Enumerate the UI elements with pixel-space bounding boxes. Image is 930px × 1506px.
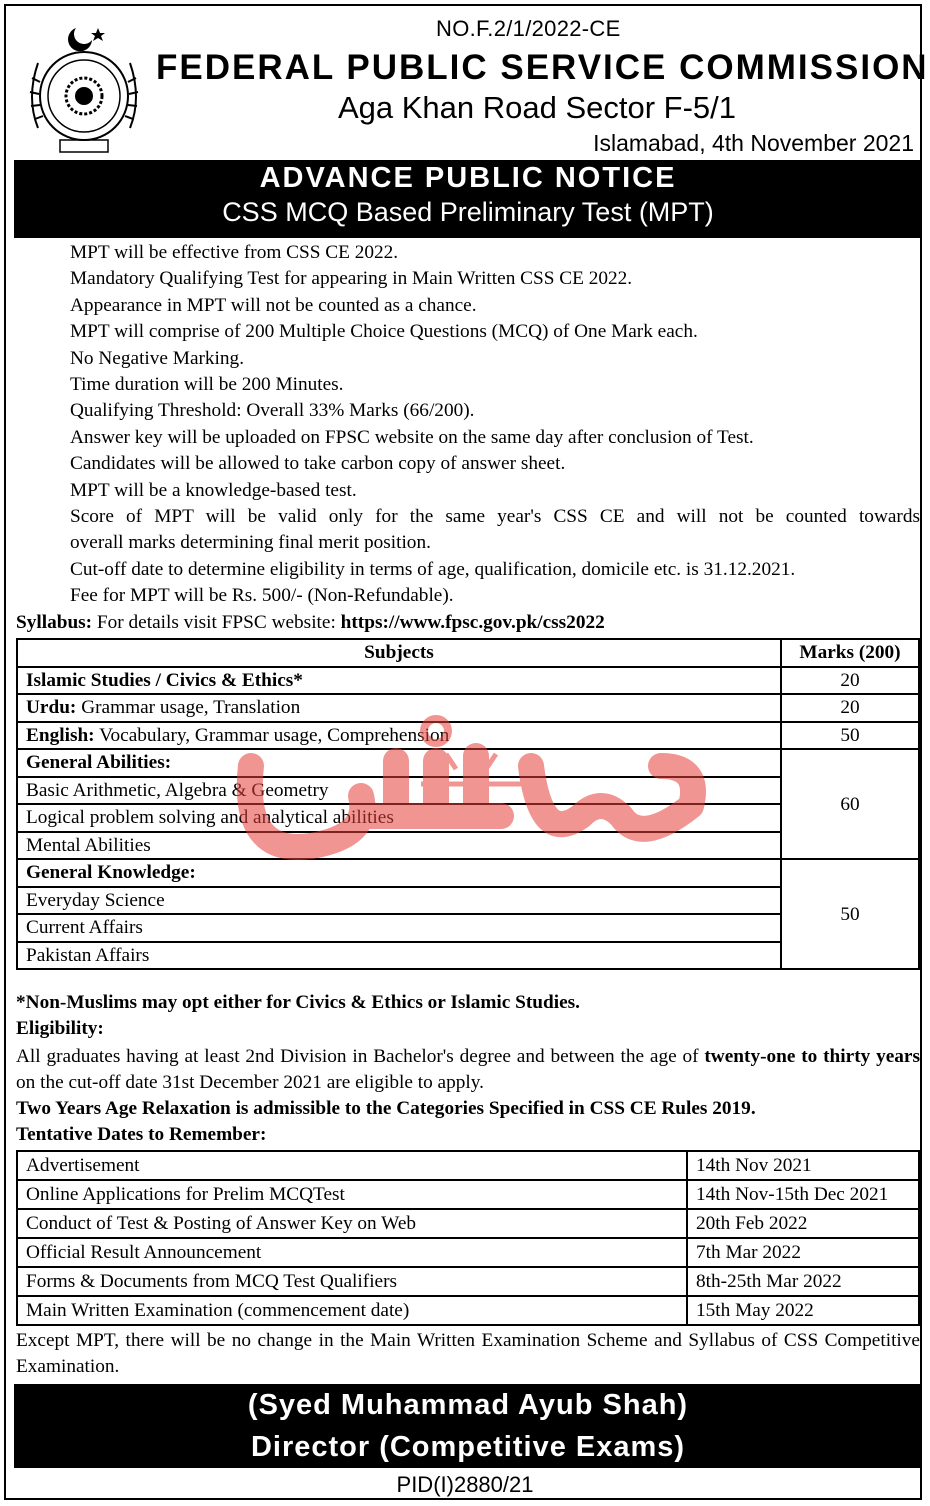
- subjects-table: [16, 638, 920, 970]
- column-header-subjects: Subjects: [17, 639, 781, 667]
- notice-subtitle: CSS MCQ Based Preliminary Test (MPT): [222, 197, 714, 227]
- subject-item: Pakistan Affairs: [17, 942, 781, 970]
- event-cell: Advertisement: [17, 1151, 687, 1180]
- event-cell: Main Written Examination (commencement date): [17, 1296, 687, 1325]
- syllabus-link[interactable]: https://www.fpsc.gov.pk/css2022: [340, 612, 605, 633]
- point: Mandatory Qualifying Test for appearing in Main Written CSS CE 2022.: [70, 268, 633, 290]
- column-header-marks: Marks (200): [781, 639, 919, 667]
- signature-block: [14, 1384, 922, 1468]
- point: MPT will be effective from CSS CE 2022.: [70, 242, 399, 263]
- point: Time duration will be 200 Minutes.: [70, 374, 344, 396]
- syllabus-text: For details visit FPSC website:: [96, 612, 336, 633]
- place-date: Islamabad, 4th November 2021: [593, 130, 914, 156]
- table-row: [17, 1180, 919, 1209]
- event-cell: Official Result Announcement: [17, 1238, 687, 1267]
- syllabus-line: [16, 612, 605, 634]
- event-cell: Conduct of Test & Posting of Answer Key on Web: [17, 1209, 687, 1238]
- point: Appearance in MPT will not be counted as a chance.: [70, 294, 477, 316]
- notice-page: [4, 4, 929, 1500]
- date-cell: 20th Feb 2022: [687, 1209, 919, 1238]
- table-row: [17, 1209, 919, 1238]
- subject-general-abilities: General Abilities:: [17, 749, 781, 777]
- syllabus-label: Syllabus:: [16, 612, 93, 633]
- event-cell: Forms & Documents from MCQ Test Qualifiers: [17, 1267, 687, 1296]
- subject-item: Everyday Science: [17, 887, 781, 915]
- point: Score of MPT will be valid only for the same year's CSS CE and will not be counted towards: [70, 506, 920, 528]
- marks-islamic: 20: [781, 667, 919, 695]
- eligibility-heading: Eligibility:: [16, 1018, 104, 1039]
- table-row: [17, 1151, 919, 1180]
- table-row: [17, 859, 919, 887]
- subject-item: Current Affairs: [17, 914, 781, 942]
- date-cell: 7th Mar 2022: [687, 1238, 919, 1267]
- signatory-name: (Syed Muhammad Ayub Shah): [247, 1389, 689, 1421]
- point: Candidates will be allowed to take carbon copy of answer sheet.: [70, 453, 566, 475]
- pid-number: PID(I)2880/21: [396, 1472, 534, 1497]
- dates-heading: Tentative Dates to Remember:: [16, 1124, 267, 1145]
- subject-item: Logical problem solving and analytical abilities: [17, 804, 781, 832]
- dates-table: [16, 1150, 920, 1326]
- point: Fee for MPT will be Rs. 500/- (Non-Refundable).: [70, 585, 454, 607]
- notice-banner: [14, 160, 922, 238]
- notice-points: [70, 240, 920, 610]
- table-header-row: [17, 639, 919, 667]
- date-cell: 14th Nov-15th Dec 2021: [687, 1180, 919, 1209]
- event-cell: Online Applications for Prelim MCQTest: [17, 1180, 687, 1209]
- subject-urdu: Urdu: Grammar usage, Translation: [17, 694, 781, 722]
- date-cell: 14th Nov 2021: [687, 1151, 919, 1180]
- fpsc-emblem-icon: [18, 18, 150, 158]
- subject-islamic: Islamic Studies / Civics & Ethics*: [17, 667, 781, 695]
- marks-urdu: 20: [781, 694, 919, 722]
- age-relaxation-note: Two Years Age Relaxation is admissible to the Categories Specified in CSS CE Rules 2019.: [16, 1098, 756, 1119]
- subject-english: English: Vocabulary, Grammar usage, Comprehension: [17, 722, 781, 750]
- marks-general-knowledge: 50: [781, 859, 919, 969]
- date-cell: 15th May 2022: [687, 1296, 919, 1325]
- closing-statement: Except MPT, there will be no change in the Main Written Examination Scheme and Syllabus of CSS Competitive Examination.: [16, 1330, 920, 1378]
- notice-title: ADVANCE PUBLIC NOTICE: [259, 162, 677, 194]
- non-muslim-note: *Non-Muslims may opt either for Civics & Ethics or Islamic Studies.: [16, 992, 580, 1013]
- subject-general-knowledge: General Knowledge:: [17, 859, 781, 887]
- organization-address: Aga Khan Road Sector F-5/1: [337, 90, 737, 125]
- table-row: [17, 1296, 919, 1325]
- reference-number: NO.F.2/1/2022-CE: [436, 16, 621, 41]
- marks-english: 50: [781, 722, 919, 750]
- point: MPT will be a knowledge-based test.: [70, 479, 357, 501]
- table-row: [17, 1238, 919, 1267]
- table-row: [17, 694, 919, 722]
- table-row: [17, 667, 919, 695]
- point: Qualifying Threshold: Overall 33% Marks (66/200).: [70, 400, 475, 422]
- table-row: [17, 1267, 919, 1296]
- signatory-designation: Director (Competitive Exams): [250, 1431, 686, 1463]
- subject-item: Basic Arithmetic, Algebra & Geometry: [17, 777, 781, 805]
- marks-general-abilities: 60: [781, 749, 919, 859]
- point: Answer key will be uploaded on FPSC website on the same day after conclusion of Test.: [70, 426, 754, 448]
- date-cell: 8th-25th Mar 2022: [687, 1267, 919, 1296]
- point: Cut-off date to determine eligibility in terms of age, qualification, domicile etc. is 31.12.2021.: [70, 558, 796, 580]
- point: No Negative Marking.: [70, 347, 245, 369]
- table-row: [17, 722, 919, 750]
- point: MPT will comprise of 200 Multiple Choice Questions (MCQ) of One Mark each.: [70, 321, 698, 343]
- table-row: [17, 749, 919, 777]
- point-continuation: overall marks determining final merit position.: [70, 532, 431, 554]
- subject-item: Mental Abilities: [17, 832, 781, 860]
- organization-title: FEDERAL PUBLIC SERVICE COMMISSION: [156, 48, 929, 87]
- eligibility-text: All graduates having at least 2nd Division in Bachelor's degree and between the age of twenty-one to thirty years on the cut-off date 31st December 2021 are eligible to apply.: [16, 1046, 920, 1094]
